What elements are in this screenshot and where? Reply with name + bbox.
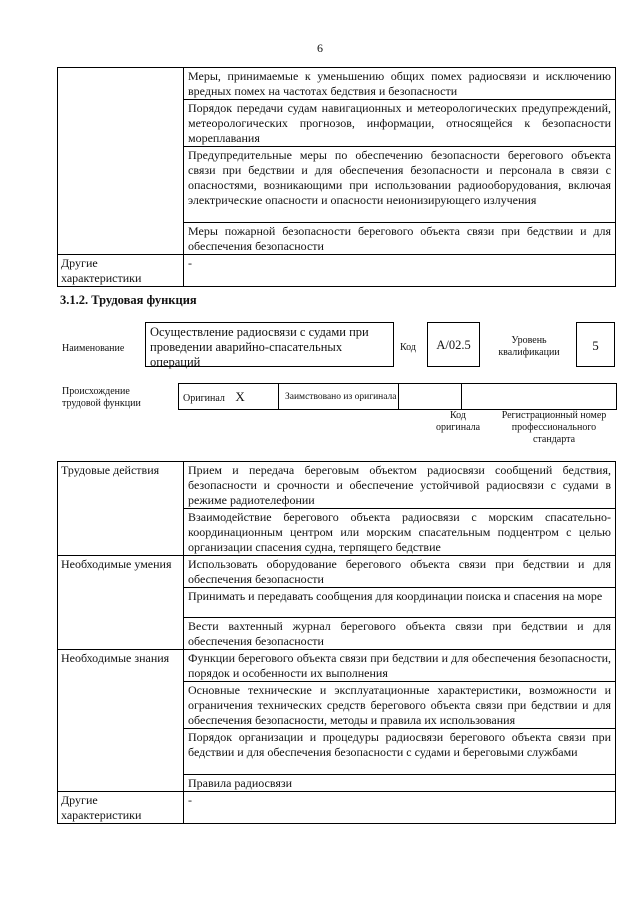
- table-cell: Вести вахтенный журнал берегового объекта связи при бедствии и для обеспечения безопасности: [184, 618, 616, 650]
- borrowed-cell: [279, 384, 399, 410]
- code-label: Код: [400, 342, 416, 353]
- code-box: [427, 322, 480, 367]
- other-characteristics-label: Другие характеристики: [58, 255, 184, 287]
- required-knowledge-label: Необходимые знания: [58, 650, 184, 792]
- labor-actions-label: Трудовые действия: [58, 462, 184, 556]
- function-name-value: Осуществление радиосвязи с судами при проведении аварийно-спасательных операций: [150, 325, 369, 369]
- other-characteristics-value: -: [184, 255, 616, 287]
- table-cell: Предупредительные меры по обеспечению безопасности берегового объекта связи при бедствии и для обеспечения безопасности и персонала в связи с опасностями, возникающими при использовании радиооборудования, включая электрические опасности и опасности неионизирующего излучения: [184, 147, 616, 223]
- function-details-table: [57, 461, 616, 824]
- table-cell: Прием и передача береговым объектом радиосвязи сообщений бедствия, безопасности и срочности и обеспечение устойчивой радиосвязи с судами в режиме радиотелефонии: [184, 462, 616, 509]
- reg-number-caption: Регистрационный номер профессионального стандарта: [501, 410, 607, 445]
- table-cell: Взаимодействие берегового объекта радиосвязи с морским спасательно-координационным центром или морским спасательным подцентром с целью организации спасения судна, терпящего бедствие: [184, 509, 616, 556]
- required-skills-label: Необходимые умения: [58, 556, 184, 650]
- table-cell: Основные технические и эксплуатационные характеристики, возможности и ограничения технических средств берегового объекта связи при бедствии и для обеспечения безопасности, методы и правила их использования: [184, 682, 616, 729]
- original-mark: X: [235, 388, 245, 404]
- origin-table: [178, 383, 617, 410]
- table-cell: Использовать оборудование берегового объекта связи при бедствии и для обеспечения безопасности: [184, 556, 616, 588]
- page-number: 6: [317, 41, 323, 55]
- other-characteristics-value: -: [184, 792, 616, 824]
- table-cell: Меры, принимаемые к уменьшению общих помех радиосвязи и исключению вредных помех на частотах бедствия и безопасности: [184, 68, 616, 100]
- original-cell: [179, 384, 279, 410]
- table-cell: Принимать и передавать сообщения для координации поиска и спасения на море: [184, 588, 616, 618]
- origin-code-caption: Код оригинала: [435, 410, 481, 433]
- table-cell: Порядок организации и процедуры радиосвязи берегового объекта связи при бедствии и для обеспечения безопасности с судами и береговыми службами: [184, 729, 616, 775]
- table-label-cell: [58, 68, 184, 255]
- function-name-box: [145, 322, 394, 367]
- section-title: 3.1.2. Трудовая функция: [60, 293, 197, 307]
- table-cell: Порядок передачи судам навигационных и метеорологических предупреждений, метеорологических прогнозов, информации, относящейся к безопасности мореплавания: [184, 100, 616, 147]
- origin-label: Происхождение трудовой функции: [62, 386, 141, 409]
- origin-code-cell: [399, 384, 462, 410]
- original-label: Оригинал: [183, 392, 225, 404]
- borrowed-label: Заимствовано из оригинала: [285, 391, 397, 402]
- code-value: А/02.5: [436, 338, 471, 352]
- top-knowledge-table: [57, 67, 616, 287]
- reg-number-cell: [462, 384, 617, 410]
- level-box: [576, 322, 615, 367]
- table-cell: Меры пожарной безопасности берегового объекта связи при бедствии и для обеспечения безопасности: [184, 223, 616, 255]
- name-label: Наименование: [62, 343, 125, 354]
- other-characteristics-label: Другие характеристики: [58, 792, 184, 824]
- table-cell: Функции берегового объекта связи при бедствии и для обеспечения безопасности, порядок и особенности их выполнения: [184, 650, 616, 682]
- level-value: 5: [592, 338, 599, 353]
- level-label: Уровень квалификации: [498, 335, 560, 358]
- table-cell: Правила радиосвязи: [184, 775, 616, 792]
